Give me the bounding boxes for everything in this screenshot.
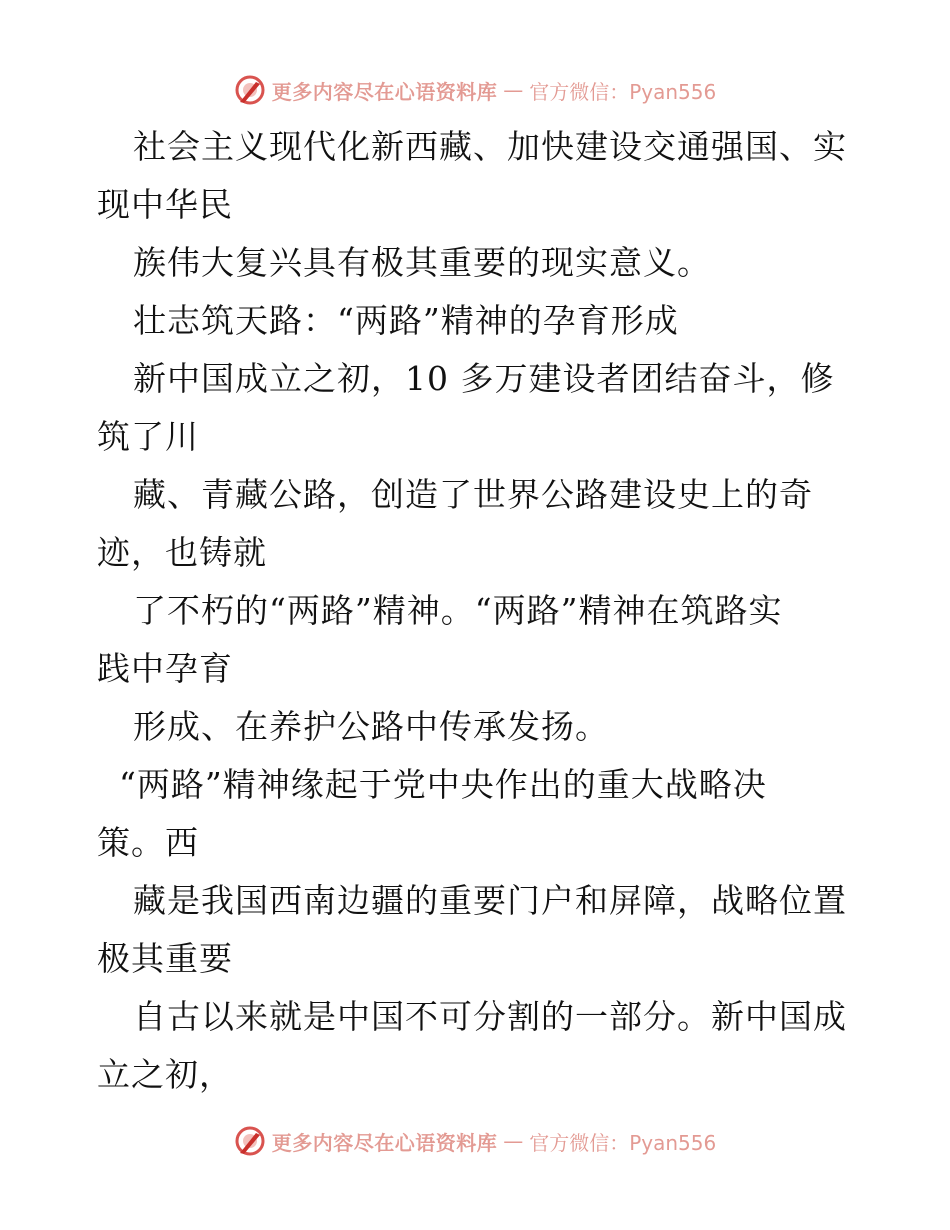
text-line: 践中孕育 [97, 649, 233, 688]
quill-seal-icon [234, 74, 266, 106]
text-line: 新中国成立之初，10 多万建设者团结奋斗，修 [133, 359, 835, 398]
watermark-contact: 官方微信：Pyan556 [529, 79, 717, 104]
text-line: 藏是我国西南边疆的重要门户和屏障，战略位置 [133, 881, 847, 920]
text-line: 社会主义现代化新西藏、加快建设交通强国、实 [133, 127, 847, 166]
header-watermark [0, 72, 950, 108]
text-line: 立之初， [97, 1055, 233, 1094]
text-line: “两路”精神缘起于党中央作出的重大战略决 [119, 765, 767, 804]
footer-watermark [0, 1123, 950, 1159]
text-line: 藏、青藏公路，创造了世界公路建设史上的奇 [133, 475, 813, 514]
text-line: 现中华民 [97, 185, 233, 224]
section-heading: 壮志筑天路：“两路”精神的孕育形成 [133, 301, 679, 340]
watermark-dash: — [503, 78, 524, 102]
text-line: 形成、在养护公路中传承发扬。 [133, 707, 609, 746]
watermark-brand-text: 更多内容尽在心语资料库 [271, 1130, 498, 1155]
watermark-dash: — [503, 1129, 524, 1153]
watermark-brand-text: 更多内容尽在心语资料库 [271, 79, 498, 104]
body-text [97, 118, 867, 1104]
text-line: 迹，也铸就 [97, 533, 267, 572]
text-line: 极其重要 [97, 939, 233, 978]
text-line: 了不朽的“两路”精神。“两路”精神在筑路实 [133, 591, 783, 630]
quill-seal-icon [234, 1125, 266, 1157]
watermark-contact: 官方微信：Pyan556 [529, 1130, 717, 1155]
text-line: 自古以来就是中国不可分割的一部分。新中国成 [133, 997, 847, 1036]
text-line: 筑了川 [97, 417, 199, 456]
text-line: 族伟大复兴具有极其重要的现实意义。 [133, 243, 711, 282]
text-line: 策。西 [97, 823, 199, 862]
